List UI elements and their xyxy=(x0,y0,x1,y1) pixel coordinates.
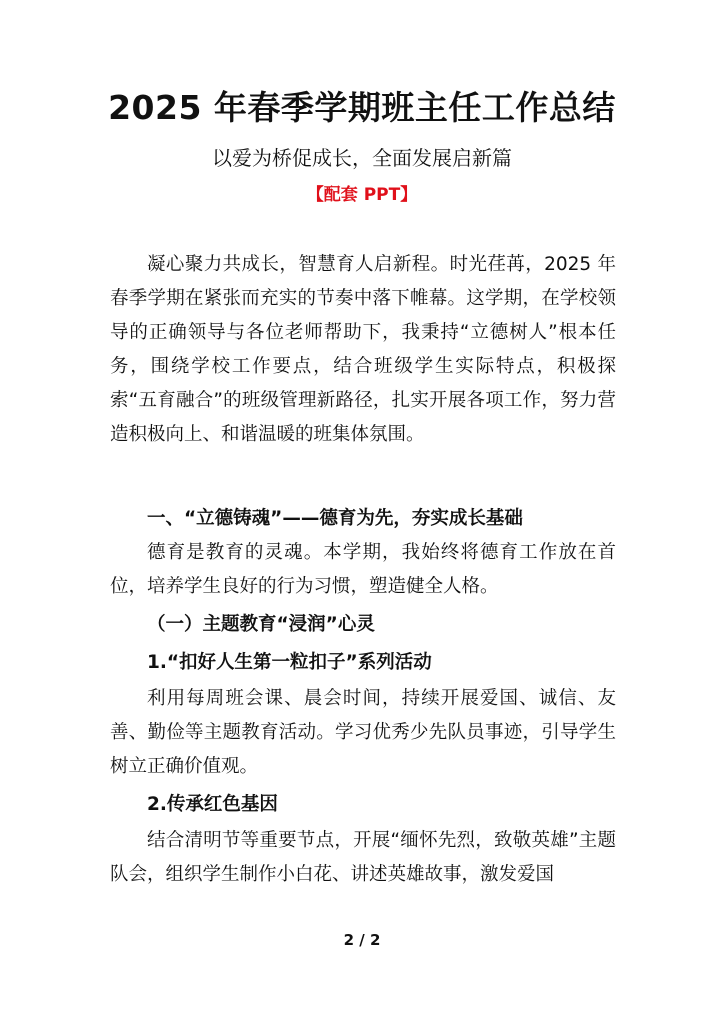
document-body xyxy=(110,248,616,892)
intro-paragraph: 凝心聚力共成长，智慧育人启新程。时光荏苒，2025 年春季学期在紧张而充实的节奏中落下帷幕。这学期，在学校领导的正确领导与各位老师帮助下，我秉持“立德树人”根本任务，围绕学校工作要点，结合班级学生实际特点，积极探索“五育融合”的班级管理新路径，扎实开展各项工作，努力营造积极向上、和谐温暖的班集体氛围。 xyxy=(110,254,616,445)
document-subtitle: 以爱为桥促成长，全面发展启新篇 xyxy=(212,146,512,170)
section-spacer xyxy=(110,452,616,502)
item-paragraph-1: 利用每周班会课、晨会时间，持续开展爱国、诚信、友善、勤俭等主题教育活动。学习优秀少先队员事迹，引导学生树立正确价值观。 xyxy=(110,688,616,777)
ppt-tag: 【配套 PPT】 xyxy=(306,185,418,205)
item-paragraph-2: 结合清明节等重要节点，开展“缅怀先烈，致敬英雄”主题队会，组织学生制作小白花、讲述英雄故事，激发爱国 xyxy=(110,830,616,885)
item-heading-2: 2.传承红色基因 xyxy=(147,794,278,815)
subsection-heading: （一）主题教育“浸润”心灵 xyxy=(147,614,375,635)
section-heading: 一、“立德铸魂”——德育为先，夯实成长基础 xyxy=(147,508,523,529)
page-number: 2 / 2 xyxy=(343,931,381,949)
item-heading-1: 1.“扣好人生第一粒扣子”系列活动 xyxy=(147,652,432,673)
section-intro-paragraph: 德育是教育的灵魂。本学期，我始终将德育工作放在首位，培养学生良好的行为习惯，塑造健全人格。 xyxy=(110,542,616,597)
document-title: 2025 年春季学期班主任工作总结 xyxy=(108,88,616,127)
